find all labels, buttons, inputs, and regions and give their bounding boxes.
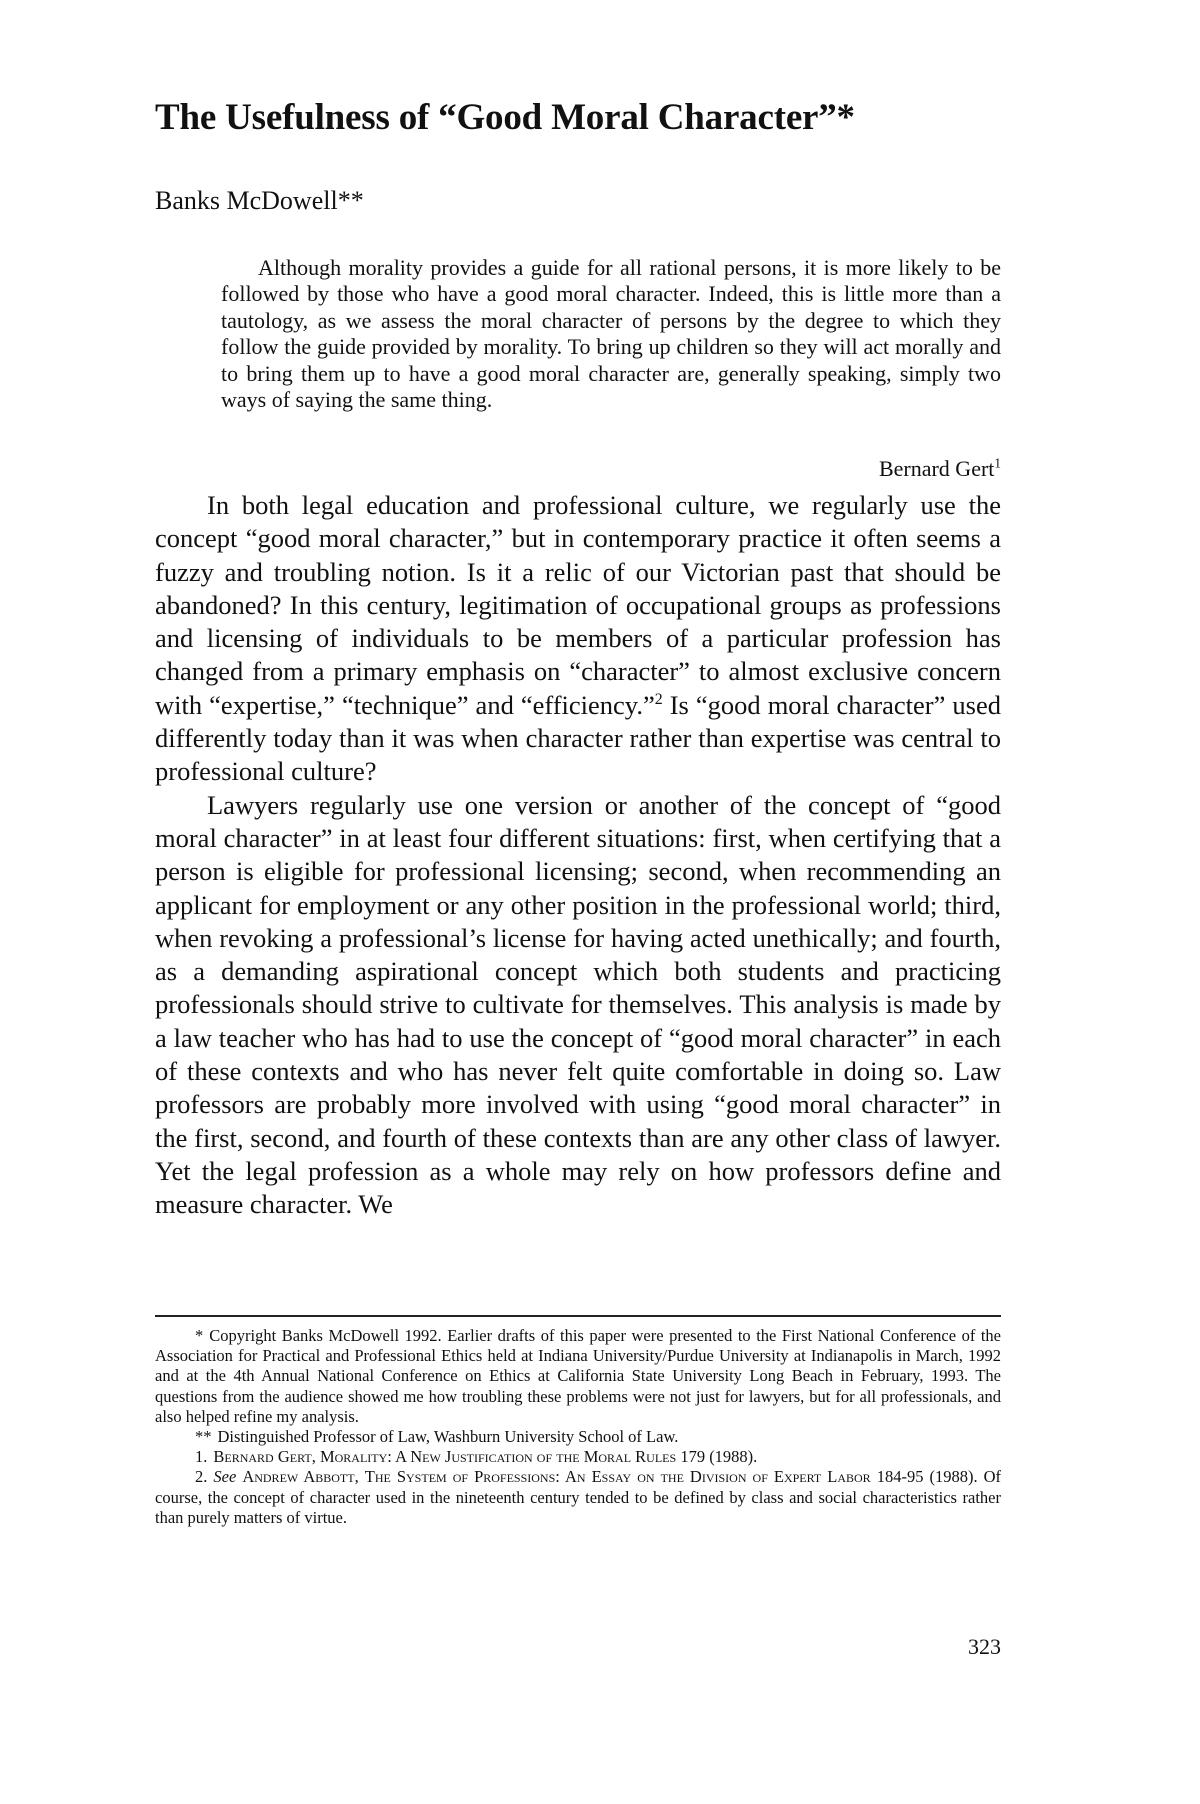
footnote-mark: ** [195,1427,212,1447]
attribution-name: Bernard Gert [878,456,995,481]
footnote-ref-2[interactable]: 2 [654,690,663,708]
cited-author: Andrew Abbott [242,1467,355,1487]
epigraph-attribution [879,456,1001,482]
footnote-2: 2. See Andrew Abbott, The System of Professions: An Essay on the Division of Expert Labor 184-95 (1988). Of course, the concept of character used in the nineteenth century tended to be defined by class and social characteristics rather than purely matters of virtue. [155,1467,1002,1527]
citation-signal: See [213,1467,237,1487]
footnote-mark: 2. [195,1467,208,1487]
footnote-double-star [155,1427,1001,1447]
citation-details: 184-95 (1988). Of course, the concept of character used in the nineteenth century tended to be defined by class and social characteristics rather than purely matters of virtue. [155,1467,1002,1527]
paragraph-1 [155,489,1001,789]
cited-title: The System of Professions: An Essay on the Division of Expert Labor [364,1467,871,1487]
footnote-text: Copyright Banks McDowell 1992. Earlier drafts of this paper were presented to the First National Conference of the Association for Practical and Professional Ethics held at Indiana University/Purdue University at Indianapolis in March, 1992 and at the 4th Annual National Conference on Ethics at California State University Long Beach in February, 1993. The questions from the audience showed me how troubling these problems were not just for lawyers, but for all professionals, and also helped refine my analysis. [155,1326,1001,1426]
paragraph-1-text: In both legal education and professional culture, we regularly use the concept “good moral character,” but in contemporary practice it often seems a fuzzy and troubling notion. Is it a relic of our Victorian past that should be abandoned? In this century, legitimation of occupational groups as professions and licensing of individuals to be members of a particular profession has changed from a primary emphasis on “character” to almost exclusive concern with “expertise,” “technique” and “efficiency.” [155,490,1001,720]
footnote-mark: * [195,1326,204,1345]
citation-details: 179 (1988). [676,1447,758,1467]
cited-author: Bernard Gert [213,1447,312,1467]
article-title: The Usefulness of “Good Moral Character”* [155,97,855,138]
footnote-1: 1. Bernard Gert, Morality: A New Justification of the Moral Rules 179 (1988). [195,1447,758,1467]
footnote-mark: 1. [195,1447,208,1467]
footnotes [155,1326,1001,1528]
footnote-star [155,1326,1001,1427]
body-text [155,489,1001,1222]
paragraph-1-text-cont: Is “good moral character” used differently today than it was when character rather than expertise was central to professional culture? [155,689,1001,787]
author-byline: Banks McDowell** [155,186,364,215]
cited-title: Morality: A New Justification of the Moral Rules [319,1447,677,1467]
footnote-ref-1[interactable]: 1 [994,455,1001,471]
epigraph-quote: Although morality provides a guide for all rational persons, it is more likely to be followed by those who have a good moral character. Indeed, this is little more than a tautology, as we assess the moral character of persons by the degree to which they follow the guide provided by morality. To bring up children so they will act morally and to bring them up to have a good moral character are, generally speaking, simply two ways of saying the same thing. [221,255,1001,413]
paragraph-2: Lawyers regularly use one version or another of the concept of “good moral character” in at least four different situations: first, when certifying that a person is eligible for professional licensing; second, when recommending an applicant for employment or any other position in the professional world; third, when revoking a professional’s license for having acted unethically; and fourth, as a demanding aspirational concept which both students and practicing professionals should strive to cultivate for themselves. This analysis is made by a law teacher who has had to use the concept of “good moral character” in each of these contexts and who has never felt quite comfortable in doing so. Law professors are probably more involved with using “good moral character” in the first, second, and fourth of these contexts than are any other class of lawyer. Yet the legal profession as a whole may rely on how professors define and measure character. We [155,789,1001,1220]
page-number: 323 [968,1634,1001,1659]
footnote-text: Distinguished Professor of Law, Washburn University School of Law. [217,1427,679,1447]
footnote-divider [155,1315,1001,1317]
